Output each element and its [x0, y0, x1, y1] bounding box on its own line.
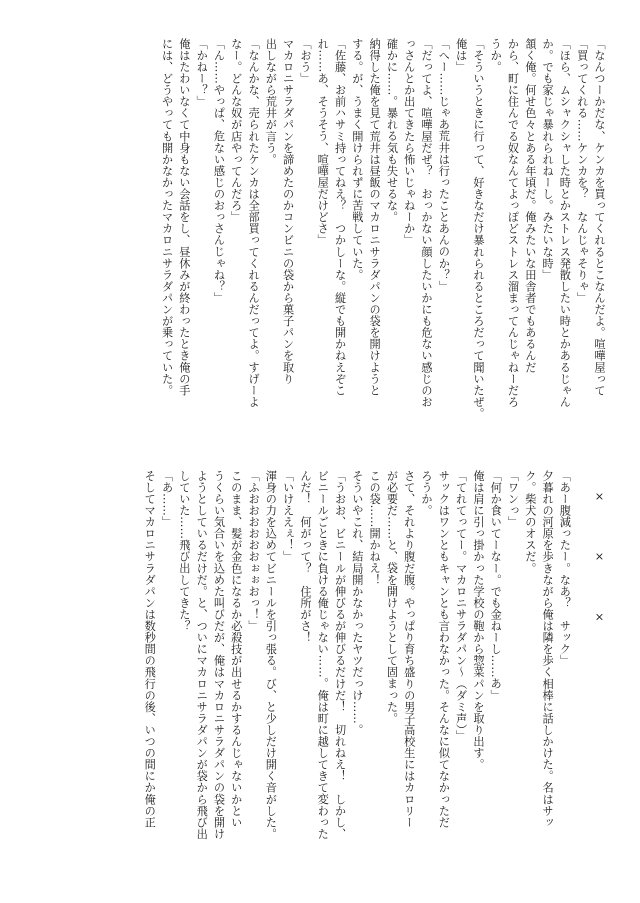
- lower-text-line: そういやこれ、結局開かなかったヤツだっけ……。: [350, 470, 364, 736]
- lower-text-line: [573, 470, 590, 870]
- upper-text-line: 「佐藤、お前ハサミ持ってねえ？ つかしーな。縦でも開かねえぞこ: [333, 38, 347, 397]
- upper-text-line: れ……あ、そうそう、喧嘩屋だけどさ」: [316, 38, 330, 246]
- upper-text-line: マカロニサラダパンを諦めたのかコンビニの袋から菓子パンを取り: [281, 38, 295, 385]
- upper-text-line: 「へー……じゃあ荒井は行ったことあんのか？」: [437, 38, 451, 293]
- lower-text-line: 「あ……」: [160, 470, 174, 528]
- upper-text-line: 「そういうときに行って、好きなだけ暴れられるところだって聞いたぜ。: [471, 38, 485, 420]
- lower-text-line: 渾身の力を込めてビニールを引っ張る。び、と少しだけ開く音がした。: [264, 470, 278, 840]
- lower-text-line: 「いけええぇ！」: [281, 470, 295, 563]
- upper-text-line: か。でも家じゃ暴れられねーし。みたいな時」: [541, 38, 555, 281]
- lower-text-line: 「うおお、ビニールが伸びるが伸びるだけだ！ 切れねえ！ しかし、: [333, 470, 347, 840]
- lower-text-line: この袋……開かねえ！: [368, 470, 382, 586]
- lower-text-line: んだ！ 何がって？ 住所がさ！: [298, 470, 312, 644]
- lower-text-line: ビニールごときに負ける俺じゃない……。俺は町に越してきて変わった: [316, 470, 330, 840]
- upper-text-line: 「なんつーかだな、ケンカを買ってくれるとこなんだよ。喧嘩屋って: [593, 38, 606, 397]
- upper-text-line: には、どうやっても開かなかったマカロニサラダパンが乗っていた。: [160, 38, 174, 397]
- upper-text-line: 俺は」: [454, 38, 468, 73]
- upper-text-line: 頷く俺。何せ色々とある年頃だ。俺みたいな田舎者でもあるんだ: [523, 38, 537, 373]
- upper-text-line: 納得した俺を見て荒井は昼飯のマカロニサラダパンの袋を開けようと: [368, 38, 382, 397]
- lower-text-line: うくらい気合いを込めた叫びだが、俺はマカロニサラダパンの袋を開け: [212, 470, 226, 840]
- upper-text-line: なー。どんな奴が店やってんだろ」: [229, 38, 243, 223]
- lower-text-line: さて、それより腹だ腹。やっぱり育ち盛りの男子高校生にはカロリー: [402, 470, 416, 829]
- upper-text-line: 「買ってくれる……ケンカを？ なんじゃそりゃ」: [575, 38, 589, 304]
- lower-text-line: が必要だ……と、袋を開けようとして固まった。: [385, 470, 399, 725]
- upper-text-line: 「ほら、ムシャクシャした時とかストレス発散したい時とかあるじゃん: [558, 38, 572, 408]
- lower-text-line: 「てれてってー。マカロニサラダパン～（ダミ声）」: [454, 470, 468, 742]
- upper-text-line: 出しながら荒井が言う。: [264, 38, 278, 166]
- lower-text-line: このまま、髪が金色になるか必殺技が出せるかするんじゃないかとい: [229, 470, 243, 829]
- lower-text-line: × × ×: [593, 490, 606, 642]
- upper-text-line: する。が、うまく開けられずに苦戦していた。: [350, 38, 364, 281]
- upper-text-line: うか。: [489, 38, 503, 73]
- lower-text-line: 俺は肩に引っ掛かった学校の鞄から惣菜パンを取り出す。: [471, 470, 485, 771]
- lower-text-line: サックはワンともキャンとも言わなかった。そんなに似てなかっただ: [437, 470, 451, 829]
- lower-text-line: ク。柴犬のオスだ。: [523, 470, 537, 574]
- lower-text-line: ようとしているだけだ。と、ついにマカロニサラダパンが袋から飛び出: [195, 470, 209, 840]
- upper-text-line: 「かねー？」: [195, 38, 209, 108]
- upper-text-line: っさんとか出てきたら怖いじゃねーか」: [402, 38, 416, 246]
- lower-text-line: 「何か食いてーなー。でも金ねーし……あ」: [489, 470, 503, 701]
- lower-text-line: 夕暮れの河原を歩きながら俺は隣を歩く相棒に話しかけた。名はサッ: [541, 470, 555, 829]
- upper-text-line: 「ん……やっぱ、危ない感じのおっさんじゃね？」: [212, 38, 226, 304]
- lower-text-line: 「あー腹減ったー。なあ？ サック」: [558, 470, 572, 667]
- lower-text-line: していた……飛び出してきた？: [177, 470, 191, 632]
- upper-text-line: 確かに……。暴れる気も失せるな。: [385, 38, 399, 223]
- lower-text-line: ろうか。: [420, 470, 434, 517]
- lower-text-line: 「ふおおおおおおぉぉおっ！」: [247, 470, 261, 632]
- lower-text-line: そしてマカロニサラダパンは数秒間の飛行の後、いつの間にか俺の正: [143, 470, 157, 829]
- upper-text-line: 「だってよ、喧嘩屋だぜ？ おっかない顔したいかにも危ない感じのお: [420, 38, 434, 408]
- upper-text-line: 「なんかな、売られたケンカは全部買ってくれるんだってよ。すげーよ: [247, 38, 261, 408]
- lower-text-block: [32, 470, 608, 870]
- upper-text-line: から、町に住んでる奴なんてよっぽどストレス溜まってんじゃねーだろ: [506, 38, 520, 408]
- lower-text-line: 「ワンっ」: [506, 470, 520, 528]
- upper-text-line: 俺はたわいなくて中身もない会話をし、昼休みが終わったとき俺の手: [177, 38, 191, 397]
- upper-text-block: [32, 38, 608, 428]
- upper-text-line: 「おう」: [298, 38, 312, 85]
